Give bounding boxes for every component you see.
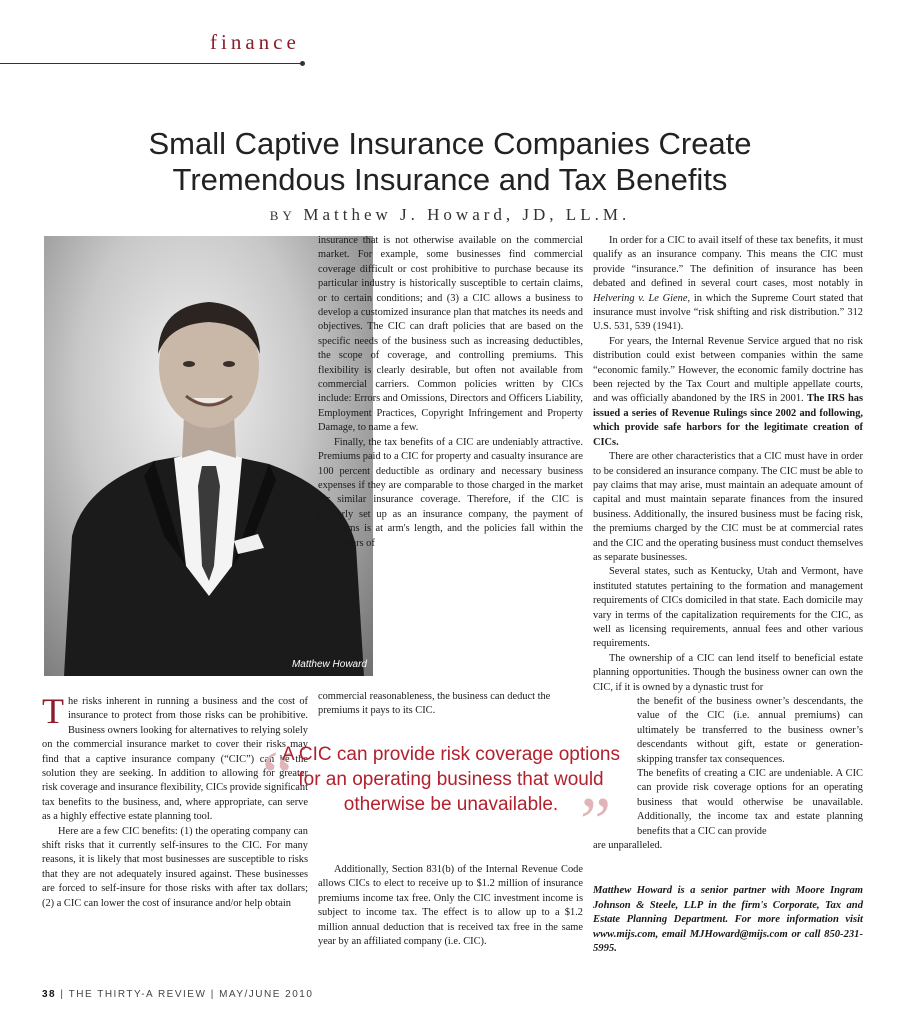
middle-paragraph-1: insurance that is not otherwise available on the commercial market. For example, some businesses find commercial coverage difficult or cost prohibitive to purchase because its particular industry is historically susceptible to certain claims, or to certain conditions; and (3) a CIC allows a business to develop a customized insurance plan that matches its needs and objectives. The CIC can draft policies that are based on the specific needs of the business such as increasing deductibles, the scope of coverage, and controlling premiums. This flexibility is clearly desirable, but often not available from commercial carriers. Common policies written by CICs include: Errors and Omissions, Directors and Officers Liability, Employment Practices, Copyright Infringement and Property Damage, to name a few. <box>318 235 583 434</box>
right-paragraph-6-tail: are unparalleled. <box>593 840 663 852</box>
column-middle <box>318 234 583 551</box>
middle-paragraph-3: Additionally, Section 831(b) of the Internal Revenue Code allows CICs to elect to receive up to $1.2 million of insurance premiums income tax free. Only the CIC investment income is subject to income tax. The effect is to allow up to a $1.2 million annual deduction that is received tax free in the same year by an affiliated company (i.e. CIC). <box>318 864 583 948</box>
byline <box>0 205 900 225</box>
intro-paragraph-2: Here are a few CIC benefits: (1) the operating company can shift risks that it currently self-insures to the CIC. For many reasons, it is likely that most businesses are susceptible to risks that they are not adequately insured against. These businesses are forced to self-insure for those risks with after tax dollars; (2) a CIC can lower the cost of insurance and/or help obtain <box>42 825 308 909</box>
open-quote-mark: “ <box>262 738 294 815</box>
right-paragraph-6: The benefits of creating a CIC are undeniable. A CIC can provide risk coverage options for an operating business that would otherwise be unavailable. Additionally, the income tax and estate planning benefits that a CIC can provide <box>637 768 863 837</box>
author-bio: Matthew Howard is a senior partner with Moore Ingram Johnson & Steele, LLP in the firm's Corporate, Tax and Estate Planning Department. For more information visit www.mijs.com, email MJHoward@mijs.com or call 850-231-5995. <box>593 885 863 955</box>
intro-paragraph-1-text: he risks inherent in running a business and the cost of insurance to protect from those risks can be prohibitive. Business owners looking for alternatives to relying solely on the commercial insurance market to cover their risks may find that a captive insurance company (“CIC”) can be the solution they are seeking. In addition to allowing for greater risk coverage and insurance flexibility, CICs provide significant tax benefits to the business, and, where appropriate, can serve as a highly effective estate planning tool. <box>42 696 308 823</box>
right-paragraph-2: For years, the Internal Revenue Service argued that no risk distribution could exist between companies within the same “economic family.” However, the economic family doctrine has been rejected by the Tax Court and multiple appellate courts, and was officially abandoned by the IRS in 2001. The IRS has issued a series of Revenue Rulings since 2002 and following, which provide safe harbors for the legitimate creation of CICs. <box>593 335 863 448</box>
right-paragraph-4: Several states, such as Kentucky, Utah and Vermont, have instituted statutes pertaining to the formation and management requirements of CICs domiciled in that state. Each domicile may vary in terms of the capitalization requirements for the CIC, as well as licensing requirements, annual fees and other various requirements. <box>593 566 863 650</box>
header-rule <box>0 63 302 64</box>
drop-cap: T <box>42 691 64 731</box>
right-paragraph-5: The ownership of a CIC can lend itself to beneficial estate planning opportunities. Though the business owner can own the CIC, if it is owned by a dynastic trust for <box>593 652 863 693</box>
page-footer <box>42 989 313 1000</box>
right-indented-block <box>593 695 863 839</box>
middle-paragraph-2-tail <box>318 690 583 719</box>
middle-paragraph-2-tail-text: commercial reasonableness, the business can deduct the premiums it pays to its CIC. <box>318 691 551 717</box>
case-citation: Helvering v. Le Giene <box>593 292 688 304</box>
headline-line-1: Small Captive Insurance Companies Create <box>148 126 752 161</box>
article-headline <box>60 126 840 198</box>
publication-name: THE THIRTY-A REVIEW <box>68 989 207 1000</box>
header-rule-dot <box>300 61 305 66</box>
right-paragraph-3: There are other characteristics that a CIC must have in order to be considered an insurance company. The CIC must be able to pay claims that may arise, must maintain an adequate amount of capital and must maintain separate finances from the insured business. Additionally, the insured business must be facing risk, the premiums charged by the CIC must be at commercial rates and the CIC and the operating business must conduct themselves as separate businesses. <box>593 451 863 563</box>
pull-quote: A CIC can provide risk coverage options for an operating business that would otherwise be unavailable. <box>282 744 620 815</box>
byline-by: BY <box>269 208 296 223</box>
footer-separator-2: | <box>210 989 220 1000</box>
irs-rulings-note: The IRS has issued a series of Revenue Rulings since 2002 and following, which provide safe harbors for the legitimate creation of CICs. <box>593 393 863 448</box>
right-paragraph-5-cont: the benefit of the business owner’s descendants, the value of the CIC (i.e. annual premiums) can ultimately be transferred to the business owner’s descendants without gift, estate or generation-skipping transfer tax consequences. <box>637 696 863 765</box>
issue-date: MAY/JUNE 2010 <box>219 989 314 1000</box>
middle-paragraph-2: Finally, the tax benefits of a CIC are undeniably attractive. Premiums paid to a CIC for property and casualty insurance are 100 percent deductible as ordinary and necessary business expenses if they are comparable to those charged in the market for similar insurance coverage. Therefore, if the CIC is properly set up as an insurance company, the payment of premiums is at arm's length, and the policies fall within the parameters of <box>318 436 583 549</box>
photo-caption: Matthew Howard <box>291 659 367 670</box>
headline-line-2: Tremendous Insurance and Tax Benefits <box>172 162 728 197</box>
column-middle-bottom <box>318 863 583 949</box>
byline-author: Matthew J. Howard, JD, LL.M. <box>303 205 631 224</box>
close-quote-mark: ” <box>580 784 612 861</box>
section-label: finance <box>210 30 300 54</box>
footer-separator: | <box>60 989 69 1000</box>
page-number: 38 <box>42 989 57 1000</box>
column-right <box>593 234 863 853</box>
right-paragraph-1: In order for a CIC to avail itself of these tax benefits, it must qualify as an insurance company. This means the CIC must provide “insurance.” The definition of insurance has been debated and defined in several court cases, most notably in Helvering v. Le Giene, in which the Supreme Court stated that insurance must involve “risk shifting and risk distribution.” 312 U.S. 531, 539 (1941). <box>593 235 864 333</box>
